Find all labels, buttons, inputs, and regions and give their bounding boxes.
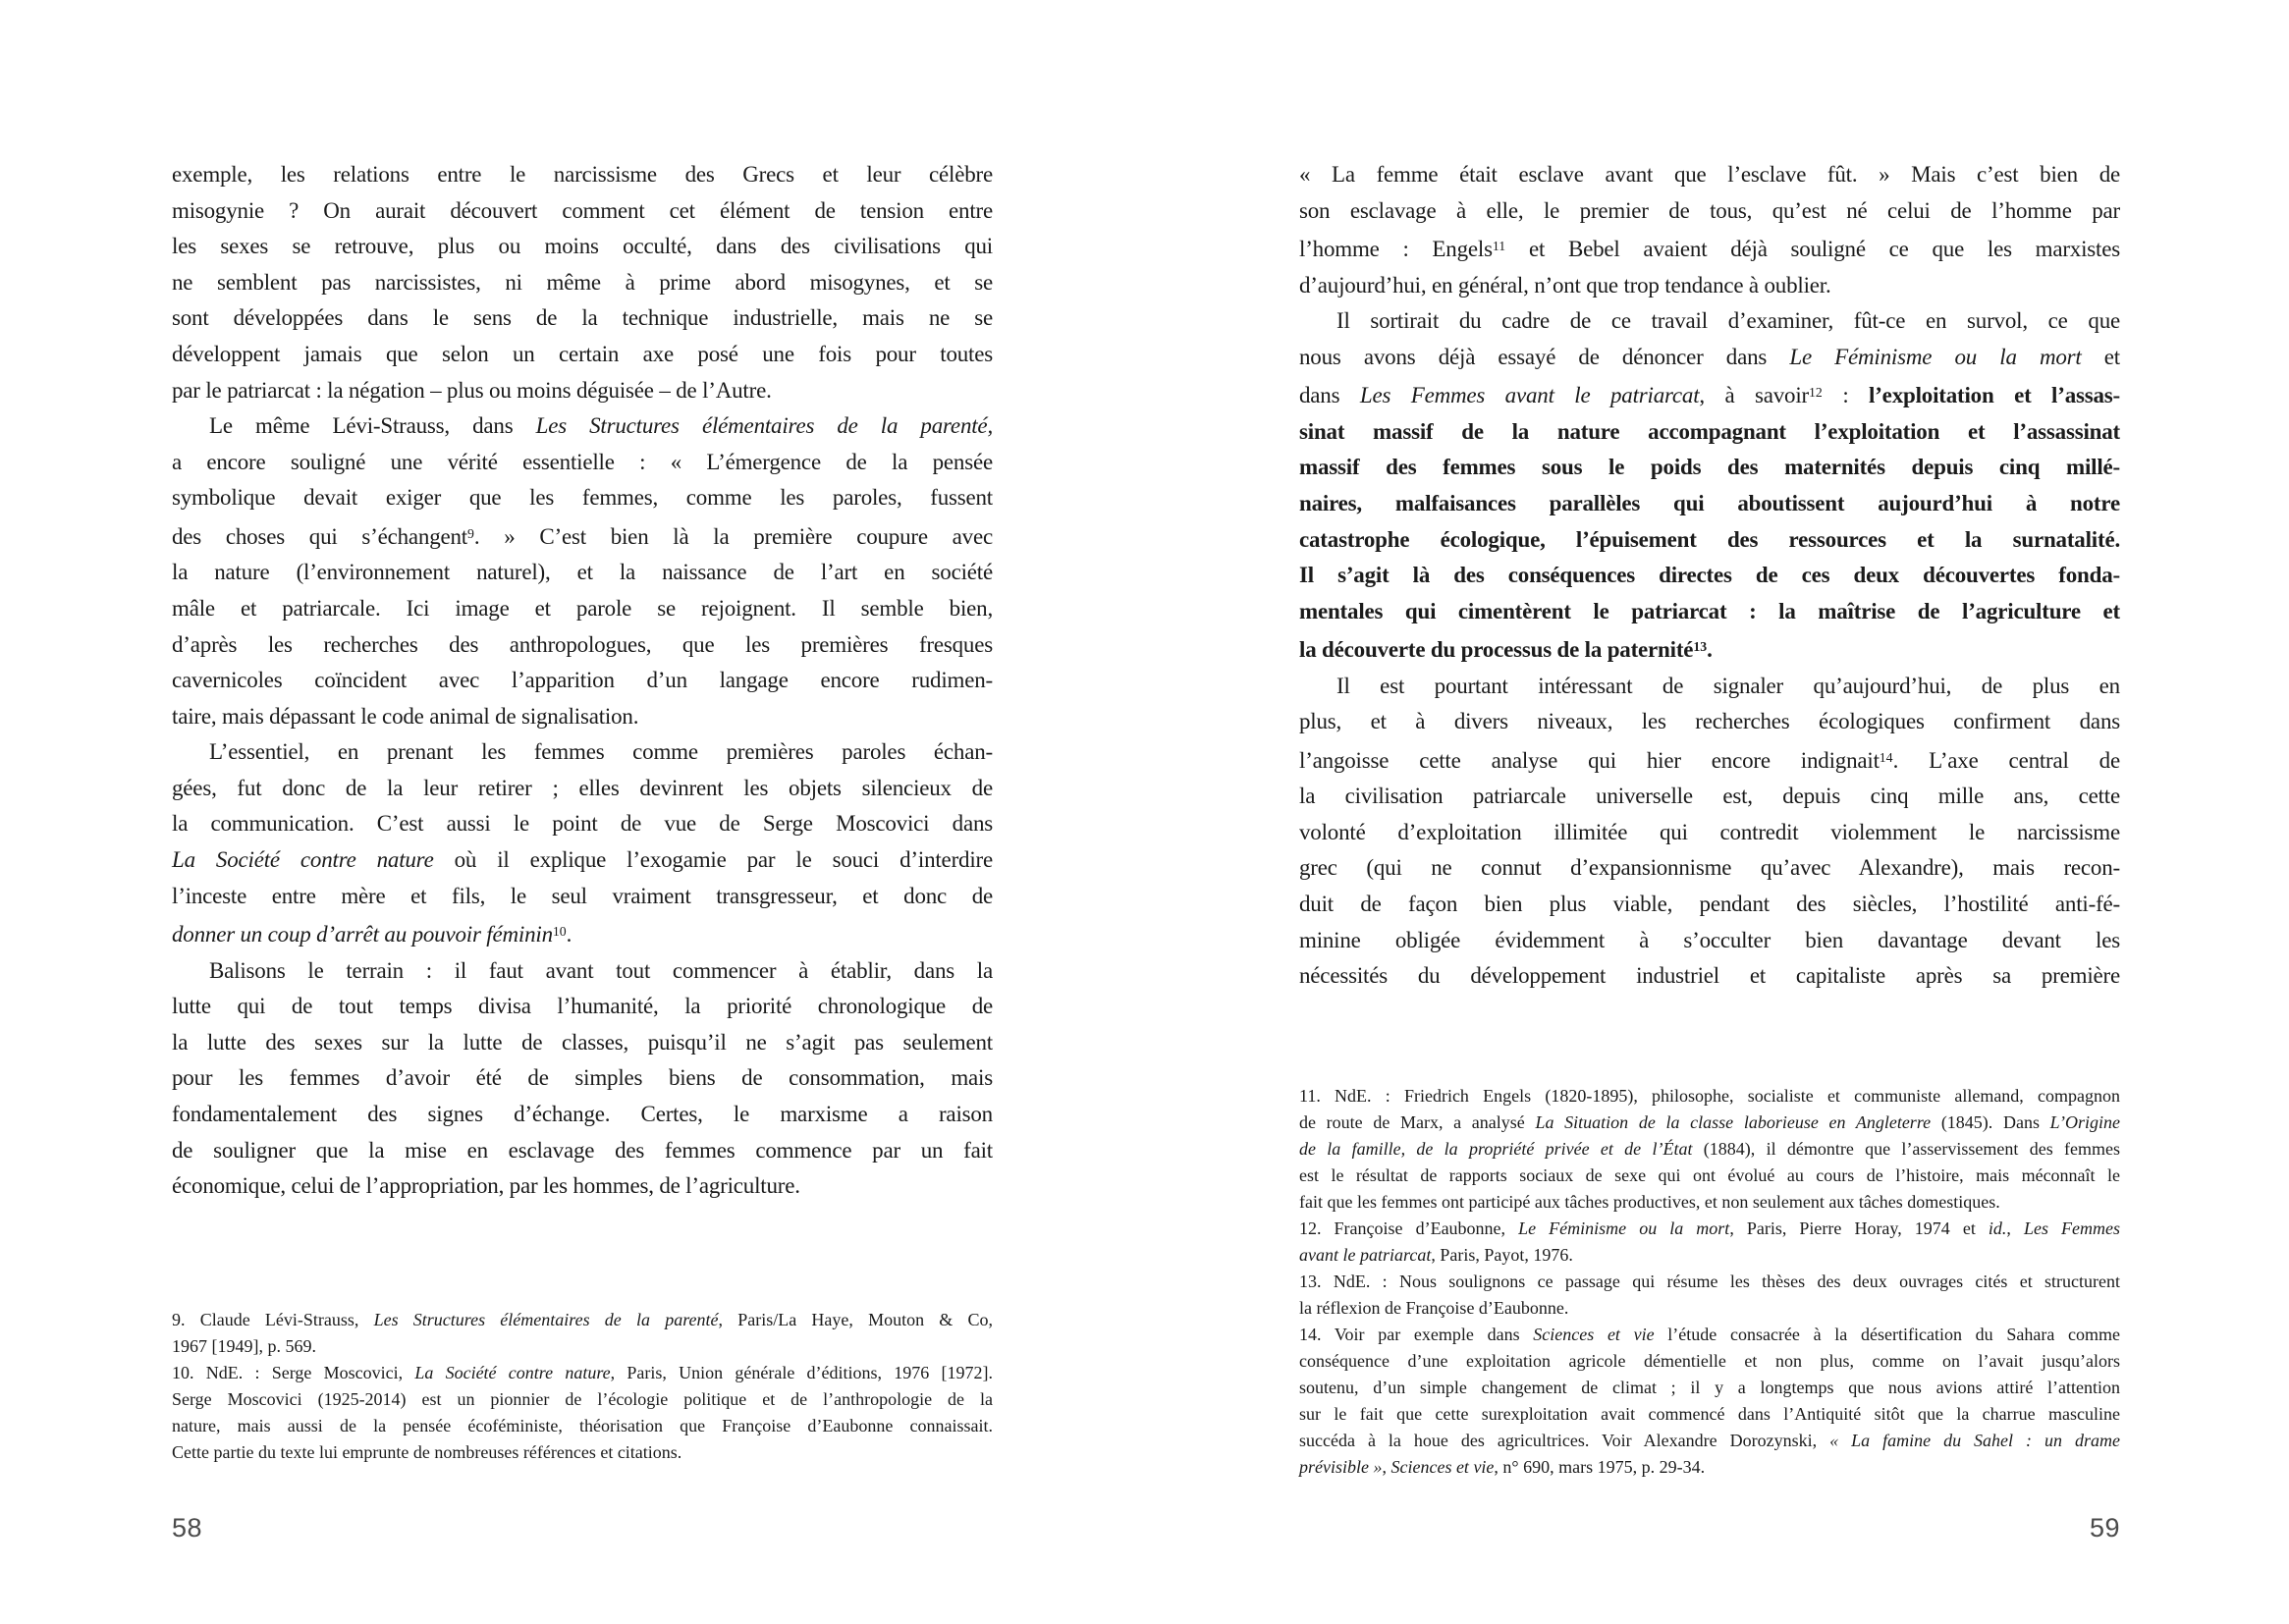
- right-page-footnotes: [1299, 1083, 2120, 1481]
- text-line: gées, fut donc de la leur retirer ; elles devinrent les objets silencieux de: [172, 775, 993, 800]
- text-line: conséquence d’une exploitation agricole démentielle et non plus, comme on l’avait jusqu’alors: [1299, 1351, 2120, 1371]
- text-line: massif des femmes sous le poids des maternités depuis cinq millé-: [1299, 455, 2120, 480]
- text-line: 13. NdE. : Nous soulignons ce passage qui résume les thèses des deux ouvrages cités et structurent: [1299, 1272, 2120, 1291]
- footnote: [1299, 1322, 2120, 1481]
- text-line: économique, celui de l’appropriation, par les hommes, de l’agriculture.: [172, 1173, 800, 1199]
- text-line: avant le patriarcat, Paris, Payot, 1976.: [1299, 1245, 1573, 1265]
- text-line: la réflexion de Françoise d’Eaubonne.: [1299, 1298, 1569, 1318]
- text-line: 11. NdE. : Friedrich Engels (1820-1895), philosophe, socialiste et communiste allemand, compagnon: [1299, 1086, 2120, 1106]
- text-line: mâle et patriarcale. Ici image et parole se rejoignent. Il semble bien,: [172, 595, 993, 621]
- footnote: [172, 1307, 993, 1360]
- text-line: duit de façon bien plus viable, pendant des siècles, l’hostilité anti-fé-: [1299, 892, 2120, 916]
- text-line: Serge Moscovici (1925-2014) est un pionnier de l’écologie politique et de l’anthropologie de la: [172, 1389, 993, 1409]
- text-line: 14. Voir par exemple dans Sciences et vie l’étude consacrée à la désertification du Sahara comme: [1299, 1325, 2120, 1344]
- text-line: L’essentiel, en prenant les femmes comme premières paroles échan-: [209, 739, 993, 765]
- paragraph: [172, 157, 993, 408]
- text-line: volonté d’exploitation illimitée qui contredit violemment le narcissisme: [1299, 819, 2120, 844]
- left-page-footnotes: [172, 1307, 993, 1466]
- text-line: l’angoisse cette analyse qui hier encore indignait$^{14}$. L’axe central de: [1299, 747, 2120, 773]
- text-line: par le patriarcat : la négation – plus ou moins déguisée – de l’Autre.: [172, 377, 772, 403]
- text-line: misogynie ? On aurait découvert comment cet élément de tension entre: [172, 197, 993, 223]
- text-line: lutte qui de tout temps divisa l’humanité, la priorité chronologique de: [172, 994, 993, 1019]
- text-line: symbolique devait exiger que les femmes, comme les paroles, fussent: [172, 485, 993, 511]
- text-line: l’inceste entre mère et fils, le seul vraiment transgresseur, et donc de: [172, 883, 993, 908]
- paragraph: [1299, 303, 2120, 669]
- text-line: 1967 [1949], p. 569.: [172, 1336, 316, 1356]
- text-line: la civilisation patriarcale universelle est, depuis cinq mille ans, cette: [1299, 784, 2120, 809]
- page-number-right: 59: [2089, 1513, 2120, 1543]
- paragraph: [172, 408, 993, 734]
- text-line: fait que les femmes ont participé aux tâches productives, et non seulement aux tâches domestiques.: [1299, 1192, 2000, 1212]
- text-line: les sexes se retrouve, plus ou moins occulté, dans des civilisations qui: [172, 234, 993, 259]
- text-line: de souligner que la mise en esclavage des femmes commence par un fait: [172, 1137, 993, 1163]
- footnote: [172, 1360, 993, 1466]
- text-line: donner un coup d’arrêt au pouvoir féminin$^{10}$.: [172, 922, 572, 947]
- text-line: a encore souligné une vérité essentielle : « L’émergence de la pensée: [172, 449, 993, 474]
- text-line: Balisons le terrain : il faut avant tout commencer à établir, dans la: [209, 957, 993, 983]
- text-line: dans Les Femmes avant le patriarcat, à savoir$^{12}$ : l’exploitation et l’assas-: [1299, 383, 2121, 408]
- text-line: « La femme était esclave avant que l’esclave fût. » Mais c’est bien de: [1299, 162, 2120, 187]
- text-line: exemple, les relations entre le narcissisme des Grecs et leur célèbre: [172, 162, 993, 187]
- text-line: fondamentalement des signes d’échange. Certes, le marxisme a raison: [172, 1102, 993, 1126]
- text-line: de route de Marx, a analysé La Situation de la classe laborieuse en Angleterre (1845). Dans L’Origine: [1299, 1112, 2120, 1132]
- text-line: la découverte du processus de la paternité$^{13}$.: [1299, 637, 1713, 663]
- text-line: mentales qui cimentèrent le patriarcat : la maîtrise de l’agriculture et: [1299, 598, 2120, 623]
- page-number-left: 58: [172, 1513, 203, 1543]
- paragraph: [172, 953, 993, 1205]
- text-line: ne semblent pas narcissistes, ni même à prime abord misogynes, et se: [172, 269, 993, 295]
- text-line: prévisible », Sciences et vie, n° 690, mars 1975, p. 29-34.: [1299, 1457, 1706, 1477]
- paragraph: [1299, 669, 2120, 995]
- text-line: Il est pourtant intéressant de signaler qu’aujourd’hui, de plus en: [1336, 673, 2120, 698]
- left-page: [172, 0, 993, 1624]
- footnote: [1299, 1269, 2120, 1322]
- text-line: de la famille, de la propriété privée et de l’État (1884), il démontre que l’asservissement des femmes: [1299, 1139, 2120, 1159]
- text-line: Il sortirait du cadre de ce travail d’examiner, fût-ce en survol, ce que: [1336, 308, 2120, 334]
- text-line: sur le fait que cette surexploitation avait commencé dans l’Antiquité sitôt que la charrue masculine: [1299, 1404, 2120, 1424]
- text-line: minine obligée évidemment à s’occulter bien davantage devant les: [1299, 927, 2120, 952]
- text-line: 10. NdE. : Serge Moscovici, La Société contre nature, Paris, Union générale d’éditions, 1976 [1972].: [172, 1363, 993, 1382]
- text-line: pour les femmes d’avoir été de simples biens de consommation, mais: [172, 1065, 993, 1091]
- footnote: [1299, 1216, 2120, 1269]
- text-line: Le même Lévi-Strauss, dans Les Structures élémentaires de la parenté,: [209, 413, 993, 439]
- paragraph: [1299, 157, 2120, 303]
- text-line: développent jamais que selon un certain axe posé une fois pour toutes: [172, 341, 993, 366]
- right-page-body-text: [1299, 157, 2120, 995]
- text-line: sinat massif de la nature accompagnant l’exploitation et l’assassinat: [1299, 418, 2120, 444]
- text-line: Cette partie du texte lui emprunte de nombreuses références et citations.: [172, 1442, 682, 1462]
- text-line: la nature (l’environnement naturel), et la naissance de l’art en société: [172, 560, 993, 585]
- text-line: nous avons déjà essayé de dénoncer dans Le Féminisme ou la mort et: [1299, 344, 2120, 369]
- text-line: est le résultat de rapports sociaux de sexe qui ont évolué au cours de l’histoire, mais méconnaît le: [1299, 1165, 2120, 1185]
- text-line: d’aujourd’hui, en général, n’ont que trop tendance à oublier.: [1299, 272, 1831, 298]
- text-line: nécessités du développement industriel et capitaliste après sa première: [1299, 963, 2120, 989]
- text-line: grec (qui ne connut d’expansionnisme qu’avec Alexandre), mais recon-: [1299, 855, 2120, 881]
- text-line: nature, mais aussi de la pensée écoféministe, théorisation que Françoise d’Eaubonne connaissait.: [172, 1416, 993, 1435]
- text-line: sont développées dans le sens de la technique industrielle, mais ne se: [172, 305, 993, 331]
- text-line: succéda à la houe des agricultrices. Voir Alexandre Dorozynski, « La famine du Sahel : un drame: [1299, 1431, 2120, 1450]
- text-line: catastrophe écologique, l’épuisement des ressources et la surnatalité.: [1299, 526, 2120, 552]
- text-line: 9. Claude Lévi-Strauss, Les Structures élémentaires de la parenté, Paris/La Haye, Mouton & Co,: [172, 1310, 993, 1329]
- right-page: [1299, 0, 2120, 1624]
- text-line: d’après les recherches des anthropologues, que les premières fresques: [172, 631, 993, 657]
- left-page-body-text: [172, 157, 993, 1205]
- text-line: La Société contre nature où il explique l’exogamie par le souci d’interdire: [172, 847, 993, 873]
- text-line: des choses qui s’échangent$^9$. » C’est bien là la première coupure avec: [172, 523, 993, 549]
- text-line: taire, mais dépassant le code animal de signalisation.: [172, 703, 639, 729]
- text-line: Il s’agit là des conséquences directes de ces deux découvertes fonda-: [1299, 563, 2120, 588]
- text-line: cavernicoles coïncident avec l’apparition d’un langage encore rudimen-: [172, 668, 993, 693]
- text-line: l’homme : Engels$^{11}$ et Bebel avaient déjà souligné ce que les marxistes: [1299, 236, 2121, 261]
- footnote: [1299, 1083, 2120, 1216]
- text-line: soutenu, d’un simple changement de climat ; il y a longtemps que nous avions attiré l’attention: [1299, 1378, 2120, 1397]
- text-line: son esclavage à elle, le premier de tous, qu’est né celui de l’homme par: [1299, 197, 2120, 223]
- text-line: la communication. C’est aussi le point de vue de Serge Moscovici dans: [172, 811, 993, 837]
- text-line: naires, malfaisances parallèles qui aboutissent aujourd’hui à notre: [1299, 490, 2120, 515]
- text-line: la lutte des sexes sur la lutte de classes, puisqu’il ne s’agit pas seulement: [172, 1029, 993, 1055]
- text-line: plus, et à divers niveaux, les recherches écologiques confirment dans: [1299, 709, 2120, 734]
- paragraph: [172, 734, 993, 952]
- text-line: 12. Françoise d’Eaubonne, Le Féminisme ou la mort, Paris, Pierre Horay, 1974 et id., Les Femmes: [1299, 1218, 2121, 1238]
